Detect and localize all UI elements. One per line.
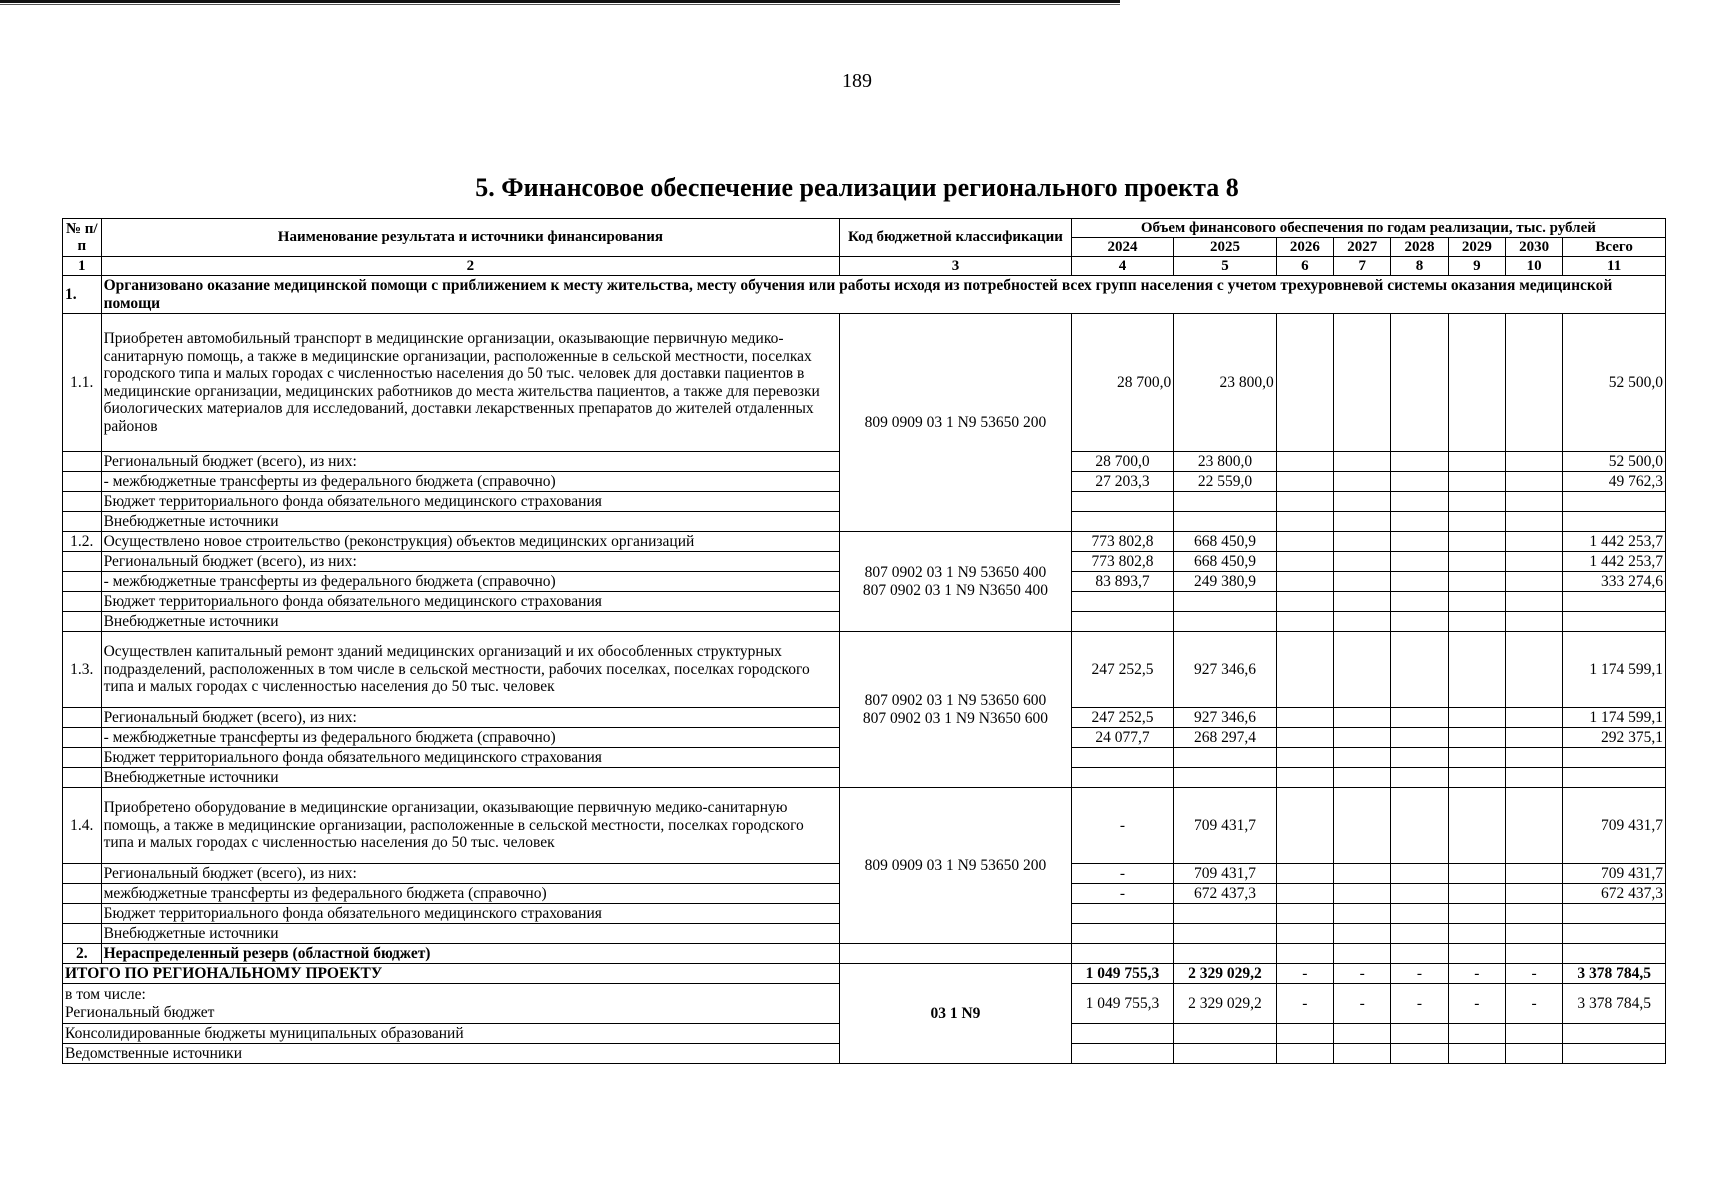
source-label: Внебюджетные источники	[101, 924, 840, 944]
value-2024: 24 077,7	[1071, 728, 1174, 748]
total-2025: 2 329 029,2	[1174, 964, 1277, 984]
header-volume: Объем финансового обеспечения по годам реализации, тыс. рублей	[1071, 219, 1665, 238]
item-number: 1.3.	[63, 632, 102, 708]
item-name: Осуществлен капитальный ремонт зданий медицинских организаций и их обособленных структурных подразделений, расположенных в том числе в сельской местности, рабочих поселках, поселках городского типа и малых городах с численностью населения до 50 тыс. человек	[101, 632, 840, 708]
value-2024: 83 893,7	[1071, 572, 1174, 592]
col-number: 10	[1505, 257, 1562, 276]
header-year: 2028	[1391, 238, 1448, 257]
col-number: 11	[1563, 257, 1666, 276]
value-2025: 668 450,9	[1174, 552, 1277, 572]
total-2030: -	[1505, 964, 1562, 984]
value-2024: -	[1071, 864, 1174, 884]
item-number: 1.2.	[63, 532, 102, 552]
source-label: - межбюджетные трансферты из федерального бюджета (справочно)	[101, 728, 840, 748]
source-label: Региональный бюджет (всего), из них:	[101, 864, 840, 884]
item-name: Осуществлено новое строительство (реконструкция) объектов медицинских организаций	[101, 532, 840, 552]
total-2027: -	[1334, 964, 1391, 984]
value-2025: 668 450,9	[1174, 532, 1277, 552]
value-2025: 23 800,0	[1174, 452, 1277, 472]
source-label: Внебюджетные источники	[101, 612, 840, 632]
header-total: Всего	[1563, 238, 1666, 257]
col-number: 3	[840, 257, 1072, 276]
budget-code-line: 807 0902 03 1 N9 N3650 600	[862, 709, 1049, 727]
regional-total: 3 378 784,5	[1563, 984, 1666, 1024]
value-2024: -	[1071, 788, 1174, 864]
item-number: 1.4.	[63, 788, 102, 864]
col-number: 4	[1071, 257, 1174, 276]
col-number: 9	[1448, 257, 1505, 276]
section-number: 1.	[63, 276, 102, 314]
section-title: Нераспределенный резерв (областной бюджет)	[101, 944, 840, 964]
value-2024: 247 252,5	[1071, 632, 1174, 708]
value-total: 709 431,7	[1563, 864, 1666, 884]
header-name: Наименование результата и источники финансирования	[101, 219, 840, 257]
value-2025: 927 346,6	[1174, 632, 1277, 708]
value-2025: 672 437,3	[1174, 884, 1277, 904]
source-label: Бюджет территориального фонда обязательного медицинского страхования	[101, 592, 840, 612]
item-budget-code	[840, 632, 1072, 788]
regional-2027: -	[1334, 984, 1391, 1024]
value-2024: 773 802,8	[1071, 532, 1174, 552]
col-number: 7	[1334, 257, 1391, 276]
value-2024: -	[1071, 884, 1174, 904]
col-number: 2	[101, 257, 840, 276]
financing-table	[62, 218, 1666, 1064]
value-2024: 247 252,5	[1071, 708, 1174, 728]
total-2029: -	[1448, 964, 1505, 984]
regional-2030: -	[1505, 984, 1562, 1024]
value-total: 672 437,3	[1563, 884, 1666, 904]
section-number: 2.	[63, 944, 102, 964]
value-total: 709 431,7	[1563, 788, 1666, 864]
source-label: Региональный бюджет (всего), из них:	[101, 552, 840, 572]
regional-2025: 2 329 029,2	[1174, 984, 1277, 1024]
item-number: 1.1.	[63, 314, 102, 452]
value-2024: 28 700,0	[1071, 314, 1174, 452]
value-2025: 709 431,7	[1174, 788, 1277, 864]
value-total: 52 500,0	[1563, 314, 1666, 452]
source-label: Региональный бюджет (всего), из них:	[101, 708, 840, 728]
item-budget-code: 809 0909 03 1 N9 53650 200	[840, 788, 1072, 944]
departmental-sources-label: Ведомственные источники	[63, 1044, 840, 1064]
header-year: 2030	[1505, 238, 1562, 257]
header-year: 2024	[1071, 238, 1174, 257]
scan-top-border-thin	[0, 4, 1120, 5]
regional-2026: -	[1276, 984, 1333, 1024]
source-label: - межбюджетные трансферты из федерального бюджета (справочно)	[101, 572, 840, 592]
source-label: Бюджет территориального фонда обязательного медицинского страхования	[101, 492, 840, 512]
value-2024: 27 203,3	[1071, 472, 1174, 492]
regional-2024: 1 049 755,3	[1071, 984, 1174, 1024]
budget-code-line: 807 0902 03 1 N9 N3650 400	[862, 581, 1049, 599]
col-number: 8	[1391, 257, 1448, 276]
regional-budget-cell	[63, 984, 840, 1024]
item-budget-code	[840, 532, 1072, 632]
value-total: 1 174 599,1	[1563, 708, 1666, 728]
item-name: Приобретен автомобильный транспорт в медицинские организации, оказывающие первичную медико-санитарную помощь, а также в медицинские организации, расположенные в сельской местности, поселках городского типа и малых городах с численностью населения до 50 тыс. человек для доставки пациентов в медицинские организации, медицинских работников до места жительства пациентов, а также для перевозки биологических материалов для исследований, доставки лекарственных препаратов до жителей отдаленных районов	[101, 314, 840, 452]
total-2024: 1 049 755,3	[1071, 964, 1174, 984]
source-label: Внебюджетные источники	[101, 512, 840, 532]
col-number: 1	[63, 257, 102, 276]
value-2025: 23 800,0	[1174, 314, 1277, 452]
page-number: 189	[842, 70, 872, 92]
header-year: 2026	[1276, 238, 1333, 257]
value-total: 1 442 253,7	[1563, 552, 1666, 572]
header-num: № п/п	[63, 219, 102, 257]
municipal-budgets-label: Консолидированные бюджеты муниципальных образований	[63, 1024, 840, 1044]
total-all: 3 378 784,5	[1563, 964, 1666, 984]
regional-2028: -	[1391, 984, 1448, 1024]
value-2024: 28 700,0	[1071, 452, 1174, 472]
item-name: Приобретено оборудование в медицинские организации, оказывающие первичную медико-санитарную помощь, а также в медицинские организации, расположенные в сельской местности, поселках городского типа и малых городах с численностью населения до 50 тыс. человек	[101, 788, 840, 864]
budget-code-line: 807 0902 03 1 N9 53650 600	[864, 692, 1047, 709]
including-label: в том числе:	[65, 986, 146, 1003]
header-year: 2029	[1448, 238, 1505, 257]
value-2025: 268 297,4	[1174, 728, 1277, 748]
value-2025: 709 431,7	[1174, 864, 1277, 884]
value-total: 1 442 253,7	[1563, 532, 1666, 552]
total-budget-code: 03 1 N9	[840, 964, 1072, 1064]
col-number: 6	[1276, 257, 1333, 276]
value-total: 333 274,6	[1563, 572, 1666, 592]
regional-2029: -	[1448, 984, 1505, 1024]
source-label: - межбюджетные трансферты из федерального бюджета (справочно)	[101, 472, 840, 492]
source-label: Бюджет территориального фонда обязательного медицинского страхования	[101, 904, 840, 924]
scan-top-border	[0, 0, 1120, 3]
value-2025: 927 346,6	[1174, 708, 1277, 728]
total-2028: -	[1391, 964, 1448, 984]
source-label: Внебюджетные источники	[101, 768, 840, 788]
value-total: 1 174 599,1	[1563, 632, 1666, 708]
value-2025: 249 380,9	[1174, 572, 1277, 592]
value-total: 292 375,1	[1563, 728, 1666, 748]
section-title: Организовано оказание медицинской помощи с приближением к месту жительства, месту обучения или работы исходя из потребностей всех групп населения с учетом трехуровневой системы оказания медицинской помощи	[101, 276, 1665, 314]
source-label: Бюджет территориального фонда обязательного медицинского страхования	[101, 748, 840, 768]
total-2026: -	[1276, 964, 1333, 984]
regional-budget-label: Региональный бюджет	[65, 1003, 215, 1021]
page-title: 5. Финансовое обеспечение реализации регионального проекта 8	[475, 173, 1239, 202]
value-total: 49 762,3	[1563, 472, 1666, 492]
item-budget-code: 809 0909 03 1 N9 53650 200	[840, 314, 1072, 532]
source-label: межбюджетные трансферты из федерального бюджета (справочно)	[101, 884, 840, 904]
col-number: 5	[1174, 257, 1277, 276]
header-code: Код бюджетной классификации	[840, 219, 1072, 257]
value-2025: 22 559,0	[1174, 472, 1277, 492]
header-year: 2027	[1334, 238, 1391, 257]
source-label: Региональный бюджет (всего), из них:	[101, 452, 840, 472]
value-2024: 773 802,8	[1071, 552, 1174, 572]
total-label: ИТОГО ПО РЕГИОНАЛЬНОМУ ПРОЕКТУ	[63, 964, 840, 984]
value-total: 52 500,0	[1563, 452, 1666, 472]
budget-code-line: 807 0902 03 1 N9 53650 400	[864, 564, 1047, 581]
header-year: 2025	[1174, 238, 1277, 257]
